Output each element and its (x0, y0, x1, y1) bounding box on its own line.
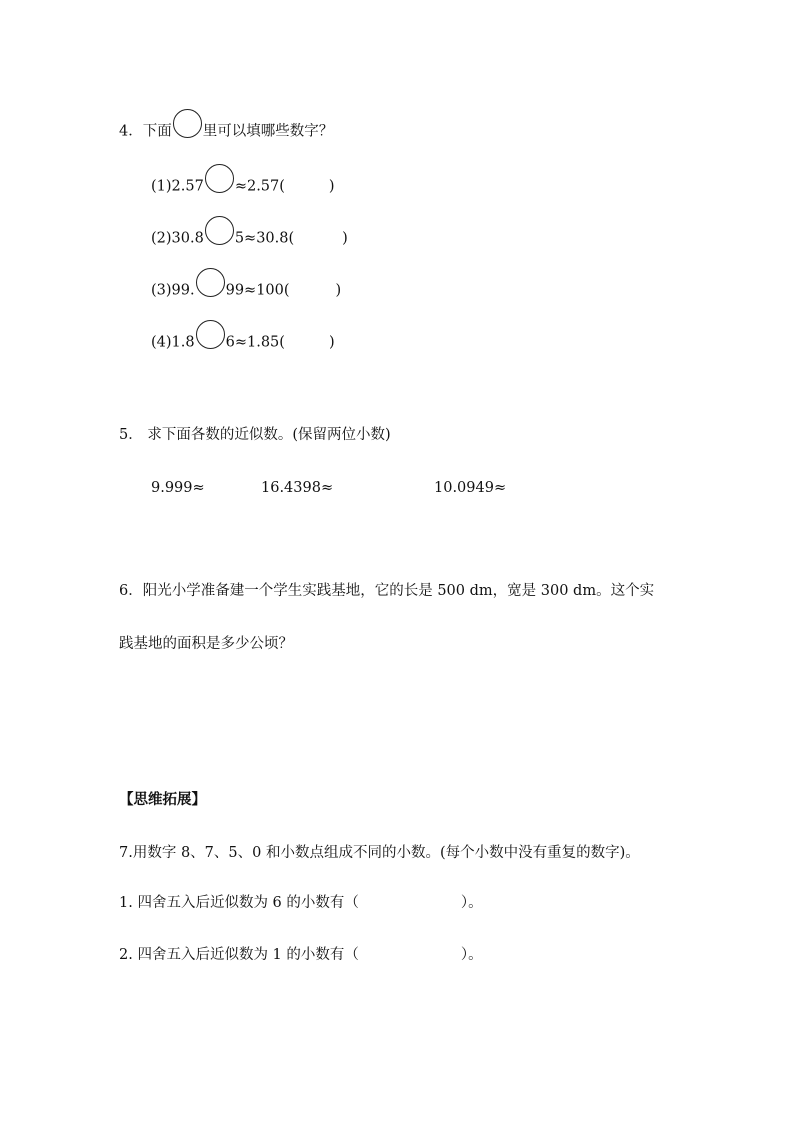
circle-blank-icon[interactable] (173, 109, 202, 138)
q4-title (119, 117, 333, 146)
q4-item-4-suffix: 6≈1.85( (225, 334, 285, 351)
q4-item-1-suffix: ≈2.57( (234, 178, 285, 195)
q5-title: 5． 求下面各数的近似数。(保留两位小数) (119, 427, 391, 443)
q4-item-2-prefix: (2)30.8 (151, 230, 204, 247)
q4-item-4 (151, 328, 335, 357)
q7-sub-2 (119, 945, 483, 965)
q4-item-2-suffix: 5≈30.8( (234, 230, 295, 247)
circle-blank-icon[interactable] (196, 268, 225, 297)
close-paren: ) (328, 334, 335, 351)
q5-item-1: 9.999≈ (151, 480, 205, 496)
q6-line-2: 践基地的面积是多少公顷？ (119, 636, 293, 652)
q4-item-3-suffix: 99≈100( (225, 282, 290, 299)
section-title: 【思维拓展】 (119, 791, 206, 808)
q7-sub-1 (119, 893, 483, 913)
circle-blank-icon[interactable] (205, 164, 234, 193)
q7-sub-2-suffix: ）。 (460, 947, 483, 963)
q4-item-1 (151, 172, 335, 201)
q4-item-2 (151, 224, 348, 253)
q4-item-1-prefix: (1)2.57 (151, 178, 204, 195)
q7-stem: 7.用数字 8、7、5、0 和小数点组成不同的小数。(每个小数中没有重复的数字)。 (119, 845, 640, 861)
q7-sub-1-prefix: 1. 四舍五入后近似数为 6 的小数有（ (119, 895, 359, 911)
q7-sub-2-prefix: 2. 四舍五入后近似数为 1 的小数有（ (119, 947, 359, 963)
close-paren: ) (328, 178, 335, 195)
q4-item-3 (151, 276, 341, 305)
q4-title-suffix: 里可以填哪些数字？ (202, 123, 334, 140)
q4-title-prefix: 4．下面 (119, 123, 172, 140)
q4-item-3-prefix: (3)99. (151, 282, 195, 299)
close-paren: ) (342, 230, 348, 247)
close-paren: ) (335, 282, 342, 299)
q5-item-3: 10.0949≈ (434, 480, 507, 496)
q6-line-1: 6．阳光小学准备建一个学生实践基地，它的长是 500 dm，宽是 300 dm。这个实 (119, 583, 655, 599)
circle-blank-icon[interactable] (205, 216, 234, 245)
q5-item-2: 16.4398≈ (261, 480, 334, 496)
circle-blank-icon[interactable] (196, 320, 225, 349)
q4-item-4-prefix: (4)1.8 (151, 334, 195, 351)
q7-sub-1-suffix: ）。 (460, 895, 483, 911)
